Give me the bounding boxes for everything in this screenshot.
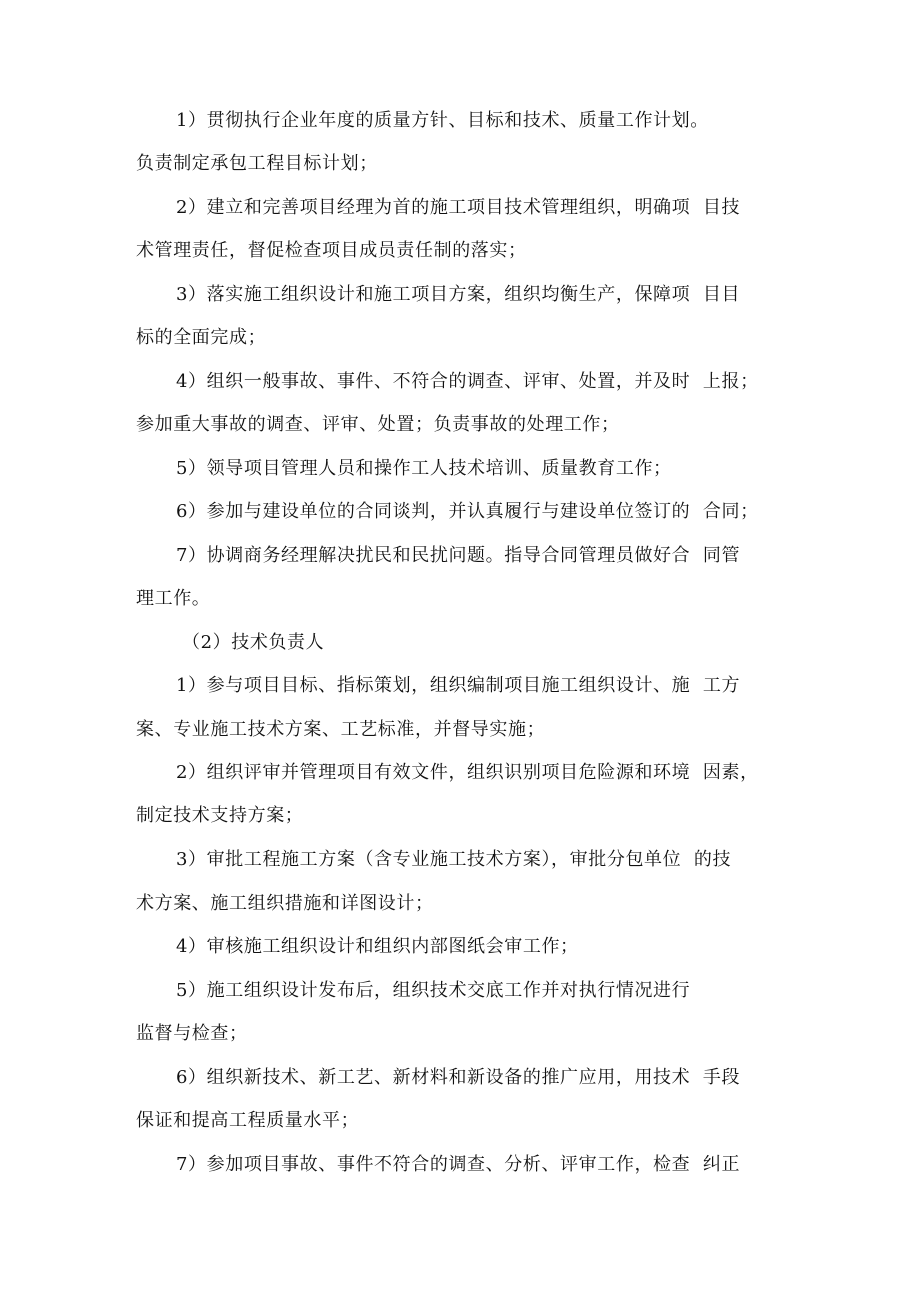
paragraph-line: 7）参加项目事故、事件不符合的调查、分析、评审工作，检查 纠正: [176, 1154, 741, 1175]
paragraph-line: 术方案、施工组织措施和详图设计；: [136, 893, 434, 914]
paragraph-line: 参加重大事故的调查、评审、处置；负责事故的处理工作；: [136, 414, 620, 435]
paragraph-line: 制定技术支持方案；: [136, 805, 304, 826]
section-heading: （2）技术负责人: [182, 632, 325, 653]
paragraph-line: 3）落实施工组织设计和施工项目方案，组织均衡生产，保障项 目目: [176, 284, 741, 305]
paragraph-line: 标的全面完成；: [136, 327, 267, 348]
paragraph-line: 7）协调商务经理解决扰民和民扰问题。指导合同管理员做好合 同管: [176, 545, 741, 566]
paragraph-line: 5）领导项目管理人员和操作工人技术培训、质量教育工作；: [176, 458, 672, 479]
paragraph-line: 1）贯彻执行企业年度的质量方针、目标和技术、质量工作计划。: [176, 110, 709, 131]
paragraph-line: 2）组织评审并管理项目有效文件，组织识别项目危险源和环境 因素，: [176, 762, 759, 783]
paragraph-line: 监督与检查；: [136, 1023, 248, 1044]
paragraph-line: 保证和提高工程质量水平；: [136, 1110, 360, 1131]
paragraph-line: 案、专业施工技术方案、工艺标准，并督导实施；: [136, 719, 546, 740]
paragraph-line: 6）组织新技术、新工艺、新材料和新设备的推广应用，用技术 手段: [176, 1067, 741, 1088]
paragraph-line: 4）组织一般事故、事件、不符合的调查、评审、处置，并及时 上报；: [176, 371, 759, 392]
paragraph-line: 6）参加与建设单位的合同谈判，并认真履行与建设单位签订的 合同；: [176, 501, 759, 522]
paragraph-line: 1）参与项目目标、指标策划，组织编制项目施工组织设计、施 工方: [176, 675, 741, 696]
paragraph-line: 理工作。: [136, 588, 211, 609]
paragraph-line: 负责制定承包工程目标计划；: [136, 153, 378, 174]
paragraph-line: 3）审批工程施工方案（含专业施工技术方案），审批分包单位 的技: [176, 849, 732, 870]
paragraph-line: 术管理责任，督促检查项目成员责任制的落实；: [136, 240, 527, 261]
paragraph-line: 5）施工组织设计发布后，组织技术交底工作并对执行情况进行: [176, 980, 691, 1001]
paragraph-line: 4）审核施工组织设计和组织内部图纸会审工作；: [176, 936, 579, 957]
paragraph-line: 2）建立和完善项目经理为首的施工项目技术管理组织，明确项 目技: [176, 197, 741, 218]
